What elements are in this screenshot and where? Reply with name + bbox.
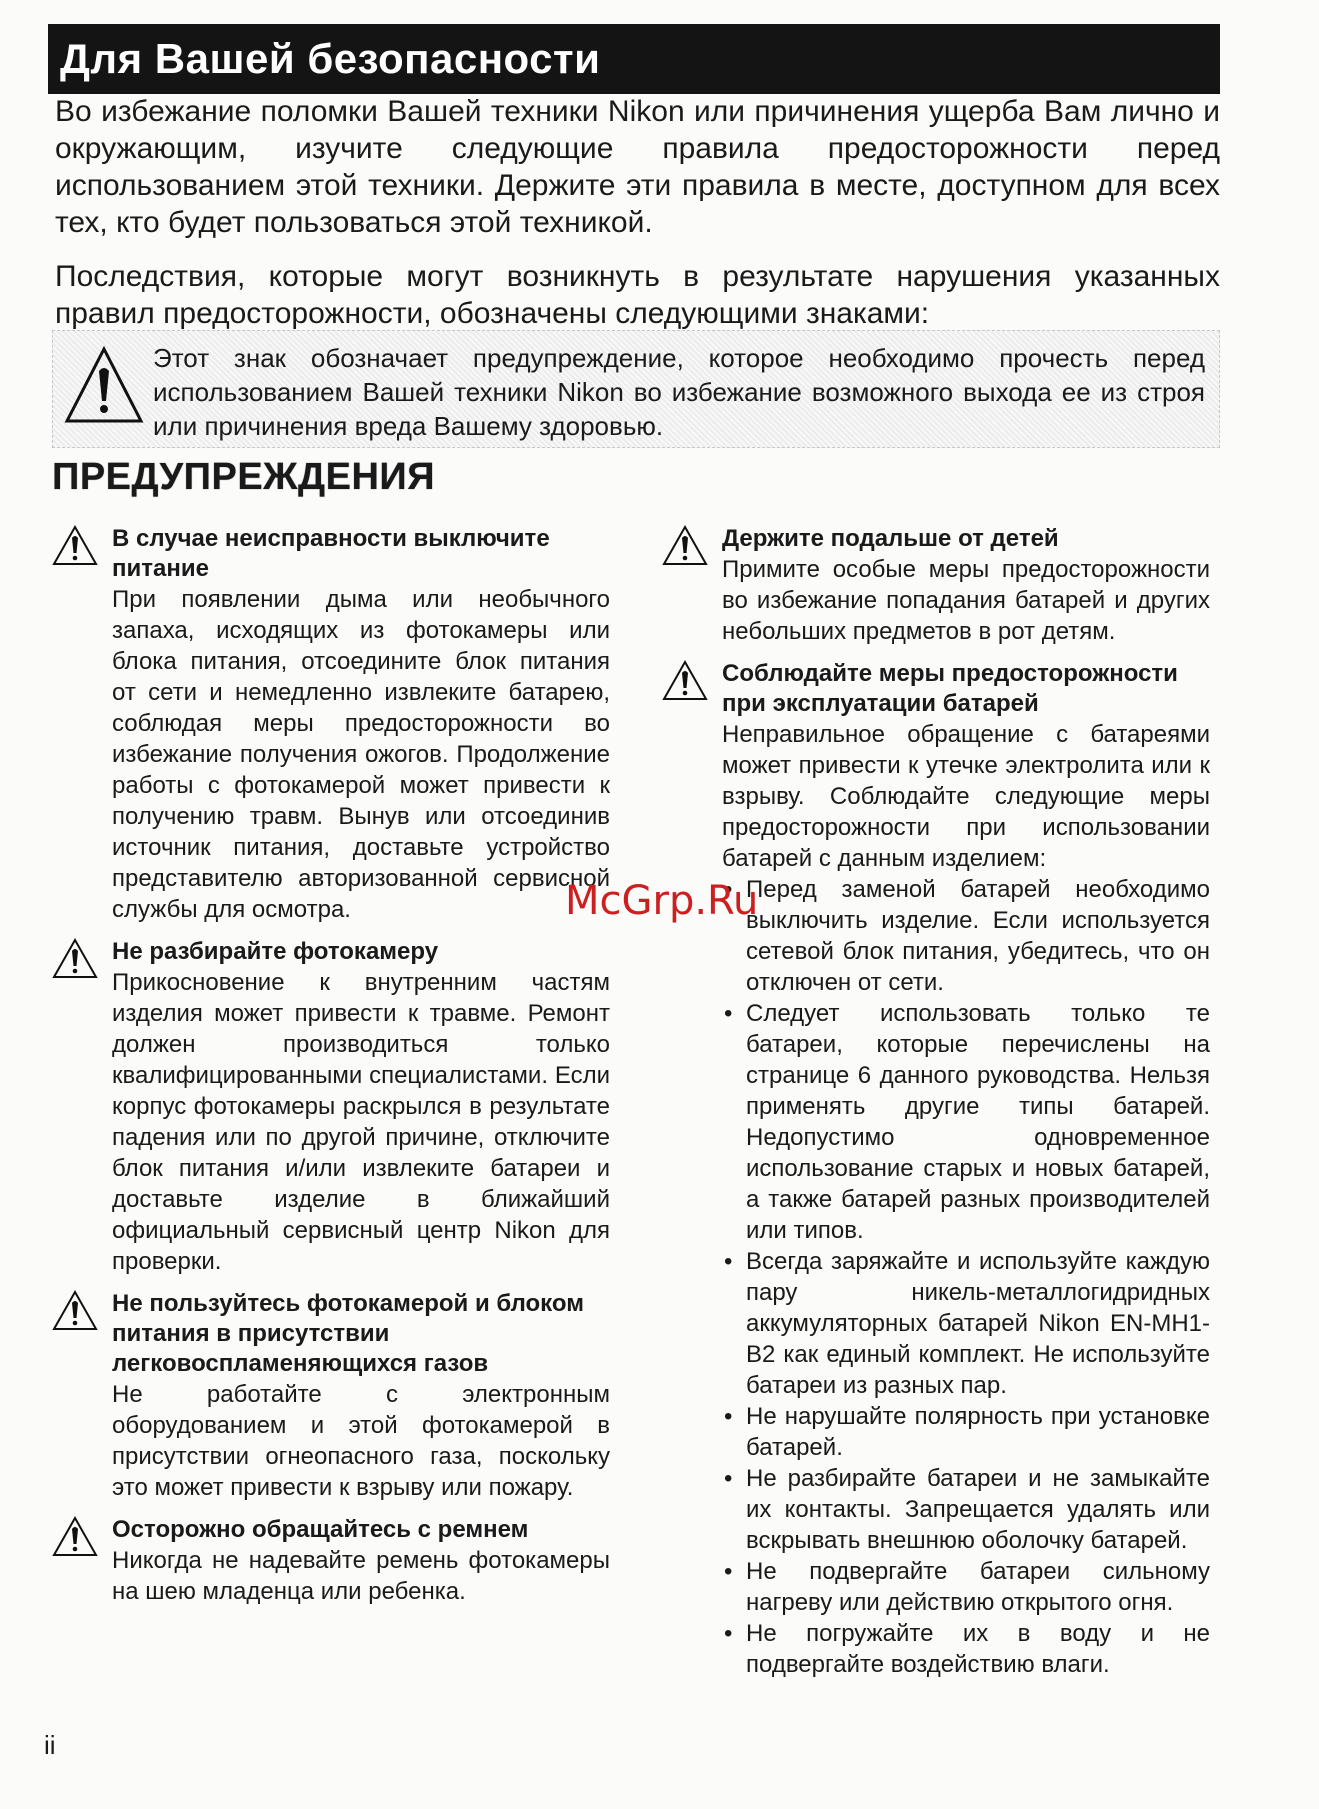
warning-item [50,937,610,1277]
warning-body: Никогда не надевайте ремень фотокамеры на шею младенца или ребенка. [112,1547,610,1605]
warning-triangle-icon [52,1515,98,1557]
warning-triangle-icon [662,659,708,701]
battery-precautions-list [722,874,1210,1680]
warning-body: Не работайте с электронным оборудованием и этой фотокамерой в присутствии огнеопасного газа, поскольку это может привести к взрыву или пожару. [112,1381,610,1501]
page-number: ii [44,1730,56,1760]
warning-item [50,1515,610,1607]
warning-body: При появлении дыма или необычного запаха, исходящих из фотокамеры или блока питания, отсоедините блок питания от сети и немедленно извлеките батарею, соблюдая меры предосторожности во избежание получения ожогов. Продолжение работы с фотокамерой может привести к получению травм. Вынув или отсоединив источник питания, доставьте устройство представителю авторизованной сервисной службы для осмотра. [112,586,610,923]
warning-body: Прикосновение к внутренним частям изделия может привести к травме. Ремонт должен производиться только квалифицированными специалистами. Если корпус фотокамеры раскрылся в результате падения или по другой причине, отключите блок питания и/или извлеките батареи и доставьте изделие в ближайший официальный сервисный центр Nikon для проверки. [112,969,610,1275]
title-bar [48,24,1220,94]
warning-title: Не пользуйтесь фотокамерой и блоком питания в присутствии легковоспламеняющихся газов [112,1290,584,1377]
warning-item [50,1289,610,1503]
warning-body: Примите особые меры предосторожности во избежание попадания батарей и других небольших предметов в рот детям. [722,556,1210,645]
warning-title: Не разбирайте фотокамеру [112,938,439,965]
right-column [660,524,1210,1692]
list-item: • Не подвергайте батареи сильному нагреву или действию открытого огня. [722,1556,1210,1618]
notice-text: Этот знак обозначает предупреждение, которое необходимо прочесть перед использованием Вашей техники Nikon во избежание возможного выхода ее из строя или причинения вреда Вашему здоровью. [153,343,1205,441]
notice-box [52,330,1220,448]
warning-body: Неправильное обращение с батареями может привести к утечке электролита или к взрыву. Соблюдайте следующие меры предосторожности при использовании батарей с данным изделием: [722,721,1210,872]
intro-paragraph-2: Последствия, которые могут возникнуть в результате нарушения указанных правил предосторожности, обозначены следующими знаками: [55,260,1220,330]
page-title: Для Вашей безопасности [60,35,601,82]
warning-title: Держите подальше от детей [722,525,1059,552]
warning-item [660,524,1210,647]
list-item: • Следует использовать только те батареи, которые перечислены на странице 6 данного руководства. Нельзя применять другие типы батарей. Недопустимо одновременное использование старых и новых батарей, а также батарей разных производителей или типов. [722,998,1210,1246]
warning-triangle-icon [662,524,708,566]
warning-triangle-icon [52,937,98,979]
warning-title: Соблюдайте меры предосторожности при эксплуатации батарей [722,660,1178,717]
warnings-heading: ПРЕДУПРЕЖДЕНИЯ [52,456,436,498]
warning-title: Осторожно обращайтесь с ремнем [112,1516,529,1543]
list-item: • Не нарушайте полярность при установке батарей. [722,1401,1210,1463]
intro-paragraph-1: Во избежание поломки Вашей техники Nikon или причинения ущерба Вам лично и окружающим, изучите следующие правила предосторожности перед использованием этой техники. Держите эти правила в месте, доступном для всех тех, кто будет пользоваться этой техникой. [55,95,1220,239]
warning-title: В случае неисправности выключите питание [112,525,550,582]
warning-triangle-icon [52,524,98,566]
watermark: McGrp.Ru [565,878,759,924]
warning-triangle-icon [63,345,145,427]
list-item: • Всегда заряжайте и используйте каждую пару никель-металлогидридных аккумуляторных батарей Nikon EN-MH1-B2 как единый комплект. Не используйте батареи из разных пар. [722,1246,1210,1401]
left-column [50,524,610,1619]
warning-item [50,524,610,925]
list-item: • Не погружайте их в воду и не подвергайте воздействию влаги. [722,1618,1210,1680]
list-item: • Не разбирайте батареи и не замыкайте их контакты. Запрещается удалять или вскрывать внешнюю оболочку батарей. [722,1463,1210,1556]
warning-item [660,659,1210,1680]
list-item: • Перед заменой батарей необходимо выключить изделие. Если используется сетевой блок питания, убедитесь, что он отключен от сети. [722,874,1210,998]
warning-triangle-icon [52,1289,98,1331]
